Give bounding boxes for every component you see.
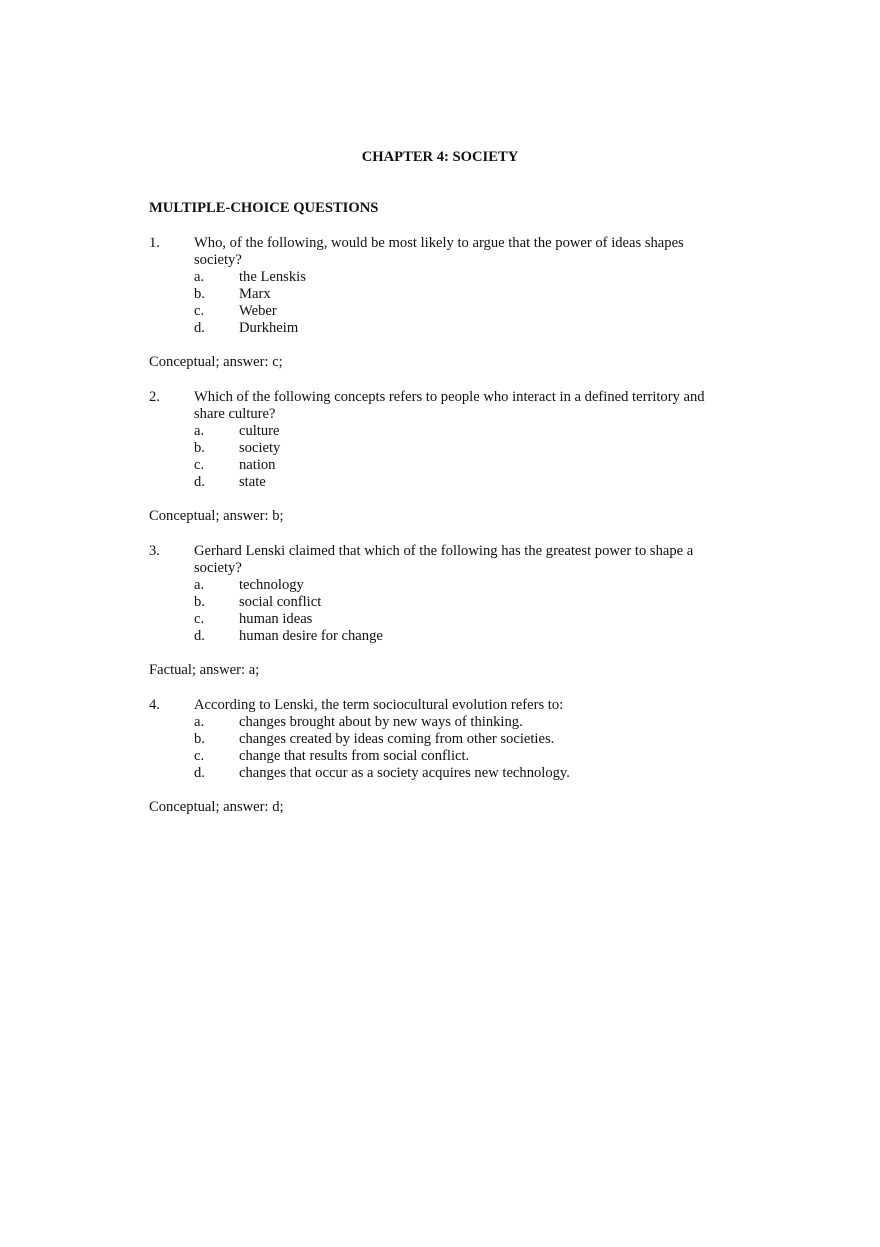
- answer-option: [149, 611, 749, 628]
- answer-option: [149, 286, 749, 303]
- question-line: [149, 235, 749, 252]
- answer-option: [149, 303, 749, 320]
- option-text: technology: [239, 577, 304, 593]
- answer-option: [149, 748, 749, 765]
- chapter-title: CHAPTER 4: SOCIETY: [361, 149, 519, 165]
- question-number: 4.: [149, 697, 160, 713]
- question-line: [149, 252, 749, 269]
- option-text: state: [239, 474, 266, 490]
- option-letter: d.: [194, 474, 205, 490]
- option-letter: d.: [194, 320, 205, 336]
- option-text: the Lenskis: [239, 269, 306, 285]
- option-text: nation: [239, 457, 276, 473]
- answer-key: Factual; answer: a;: [149, 662, 260, 678]
- option-text: society: [239, 440, 281, 456]
- option-letter: c.: [194, 611, 205, 627]
- answer-option: [149, 320, 749, 337]
- answer-option: [149, 474, 749, 491]
- option-letter: d.: [194, 628, 205, 644]
- section-heading: MULTIPLE-CHOICE QUESTIONS: [149, 200, 379, 216]
- option-text: human ideas: [239, 611, 313, 627]
- option-letter: c.: [194, 457, 205, 473]
- question-number: 1.: [149, 235, 160, 251]
- option-text: Marx: [239, 286, 271, 302]
- answer-key: Conceptual; answer: c;: [149, 354, 283, 370]
- answer-option: [149, 577, 749, 594]
- answer-option: [149, 628, 749, 645]
- question-text: Which of the following concepts refers to people who interact in a defined territory and: [194, 389, 705, 405]
- option-text: culture: [239, 423, 280, 439]
- option-letter: c.: [194, 303, 205, 319]
- answer-key: Conceptual; answer: b;: [149, 508, 284, 524]
- question-text: Who, of the following, would be most likely to argue that the power of ideas shapes: [194, 235, 684, 251]
- option-letter: a.: [194, 423, 205, 439]
- answer-option: [149, 423, 749, 440]
- question-1: [149, 235, 749, 337]
- answer-option: [149, 731, 749, 748]
- option-letter: b.: [194, 594, 205, 610]
- option-text: Durkheim: [239, 320, 299, 336]
- option-letter: a.: [194, 269, 205, 285]
- answer-option: [149, 714, 749, 731]
- option-text: social conflict: [239, 594, 322, 610]
- option-text: human desire for change: [239, 628, 383, 644]
- question-line: [149, 560, 749, 577]
- question-4: [149, 697, 749, 782]
- option-text: changes that occur as a society acquires new technology.: [239, 765, 570, 781]
- option-text: changes brought about by new ways of thinking.: [239, 714, 523, 730]
- answer-key: Conceptual; answer: d;: [149, 799, 284, 815]
- question-line: [149, 543, 749, 560]
- option-letter: c.: [194, 748, 205, 764]
- answer-option: [149, 440, 749, 457]
- question-text: society?: [194, 252, 242, 268]
- option-letter: b.: [194, 731, 205, 747]
- option-text: changes created by ideas coming from other societies.: [239, 731, 555, 747]
- question-line: [149, 697, 749, 714]
- option-text: change that results from social conflict.: [239, 748, 470, 764]
- question-line: [149, 389, 749, 406]
- question-line: [149, 406, 749, 423]
- answer-option: [149, 594, 749, 611]
- question-text: share culture?: [194, 406, 276, 422]
- option-letter: b.: [194, 440, 205, 456]
- option-letter: b.: [194, 286, 205, 302]
- option-text: Weber: [239, 303, 277, 319]
- answer-option: [149, 765, 749, 782]
- answer-option: [149, 269, 749, 286]
- answer-option: [149, 457, 749, 474]
- question-3: [149, 543, 749, 645]
- question-text: According to Lenski, the term sociocultural evolution refers to:: [194, 697, 564, 713]
- question-number: 3.: [149, 543, 160, 559]
- question-number: 2.: [149, 389, 160, 405]
- question-text: society?: [194, 560, 242, 576]
- question-2: [149, 389, 749, 491]
- option-letter: a.: [194, 714, 205, 730]
- question-text: Gerhard Lenski claimed that which of the following has the greatest power to shape a: [194, 543, 694, 559]
- option-letter: a.: [194, 577, 205, 593]
- option-letter: d.: [194, 765, 205, 781]
